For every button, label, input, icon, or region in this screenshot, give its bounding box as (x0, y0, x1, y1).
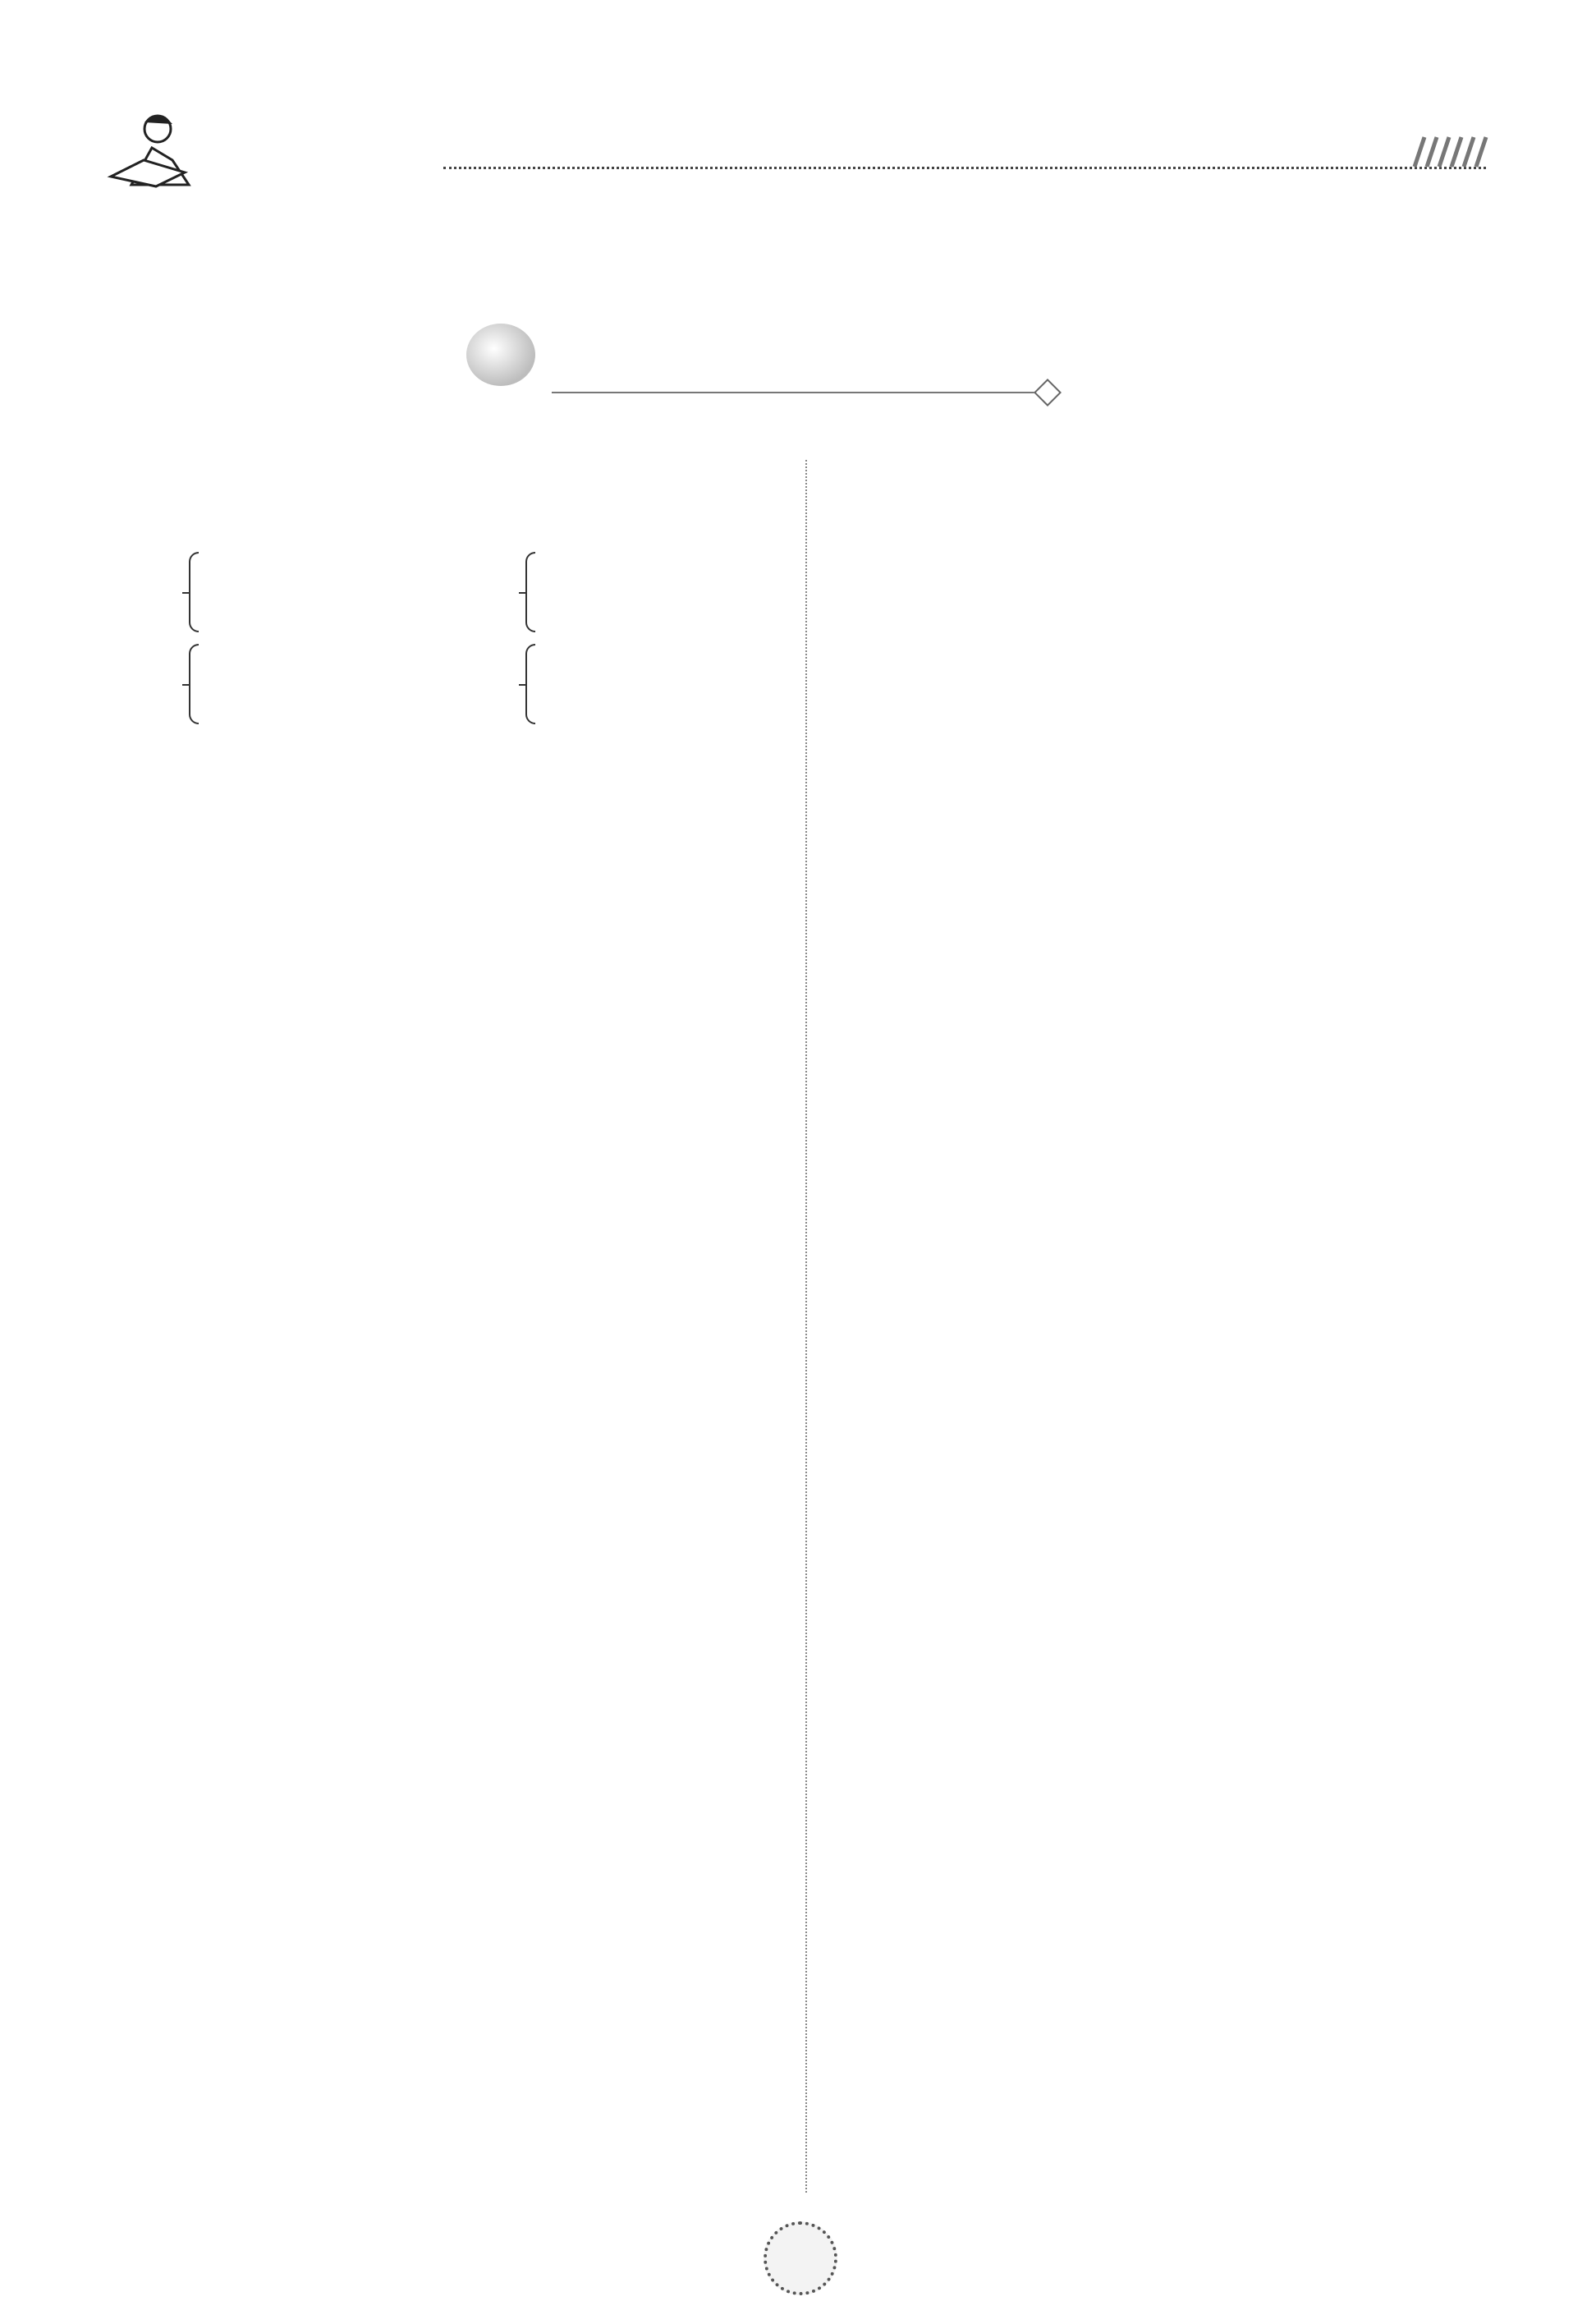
brace (525, 644, 535, 724)
page-number (764, 2221, 837, 2295)
diamond-icon (1034, 379, 1062, 407)
student-mascot-icon (107, 111, 197, 189)
column-divider (805, 460, 807, 2193)
stripes-decoration-icon (1410, 136, 1493, 168)
page-header (90, 103, 1486, 193)
moon-ornament-icon (464, 320, 538, 390)
brace (525, 552, 535, 632)
title-underline (552, 392, 1044, 393)
header-dotted-rule (443, 167, 1486, 169)
brace (189, 644, 199, 724)
brace (189, 552, 199, 632)
